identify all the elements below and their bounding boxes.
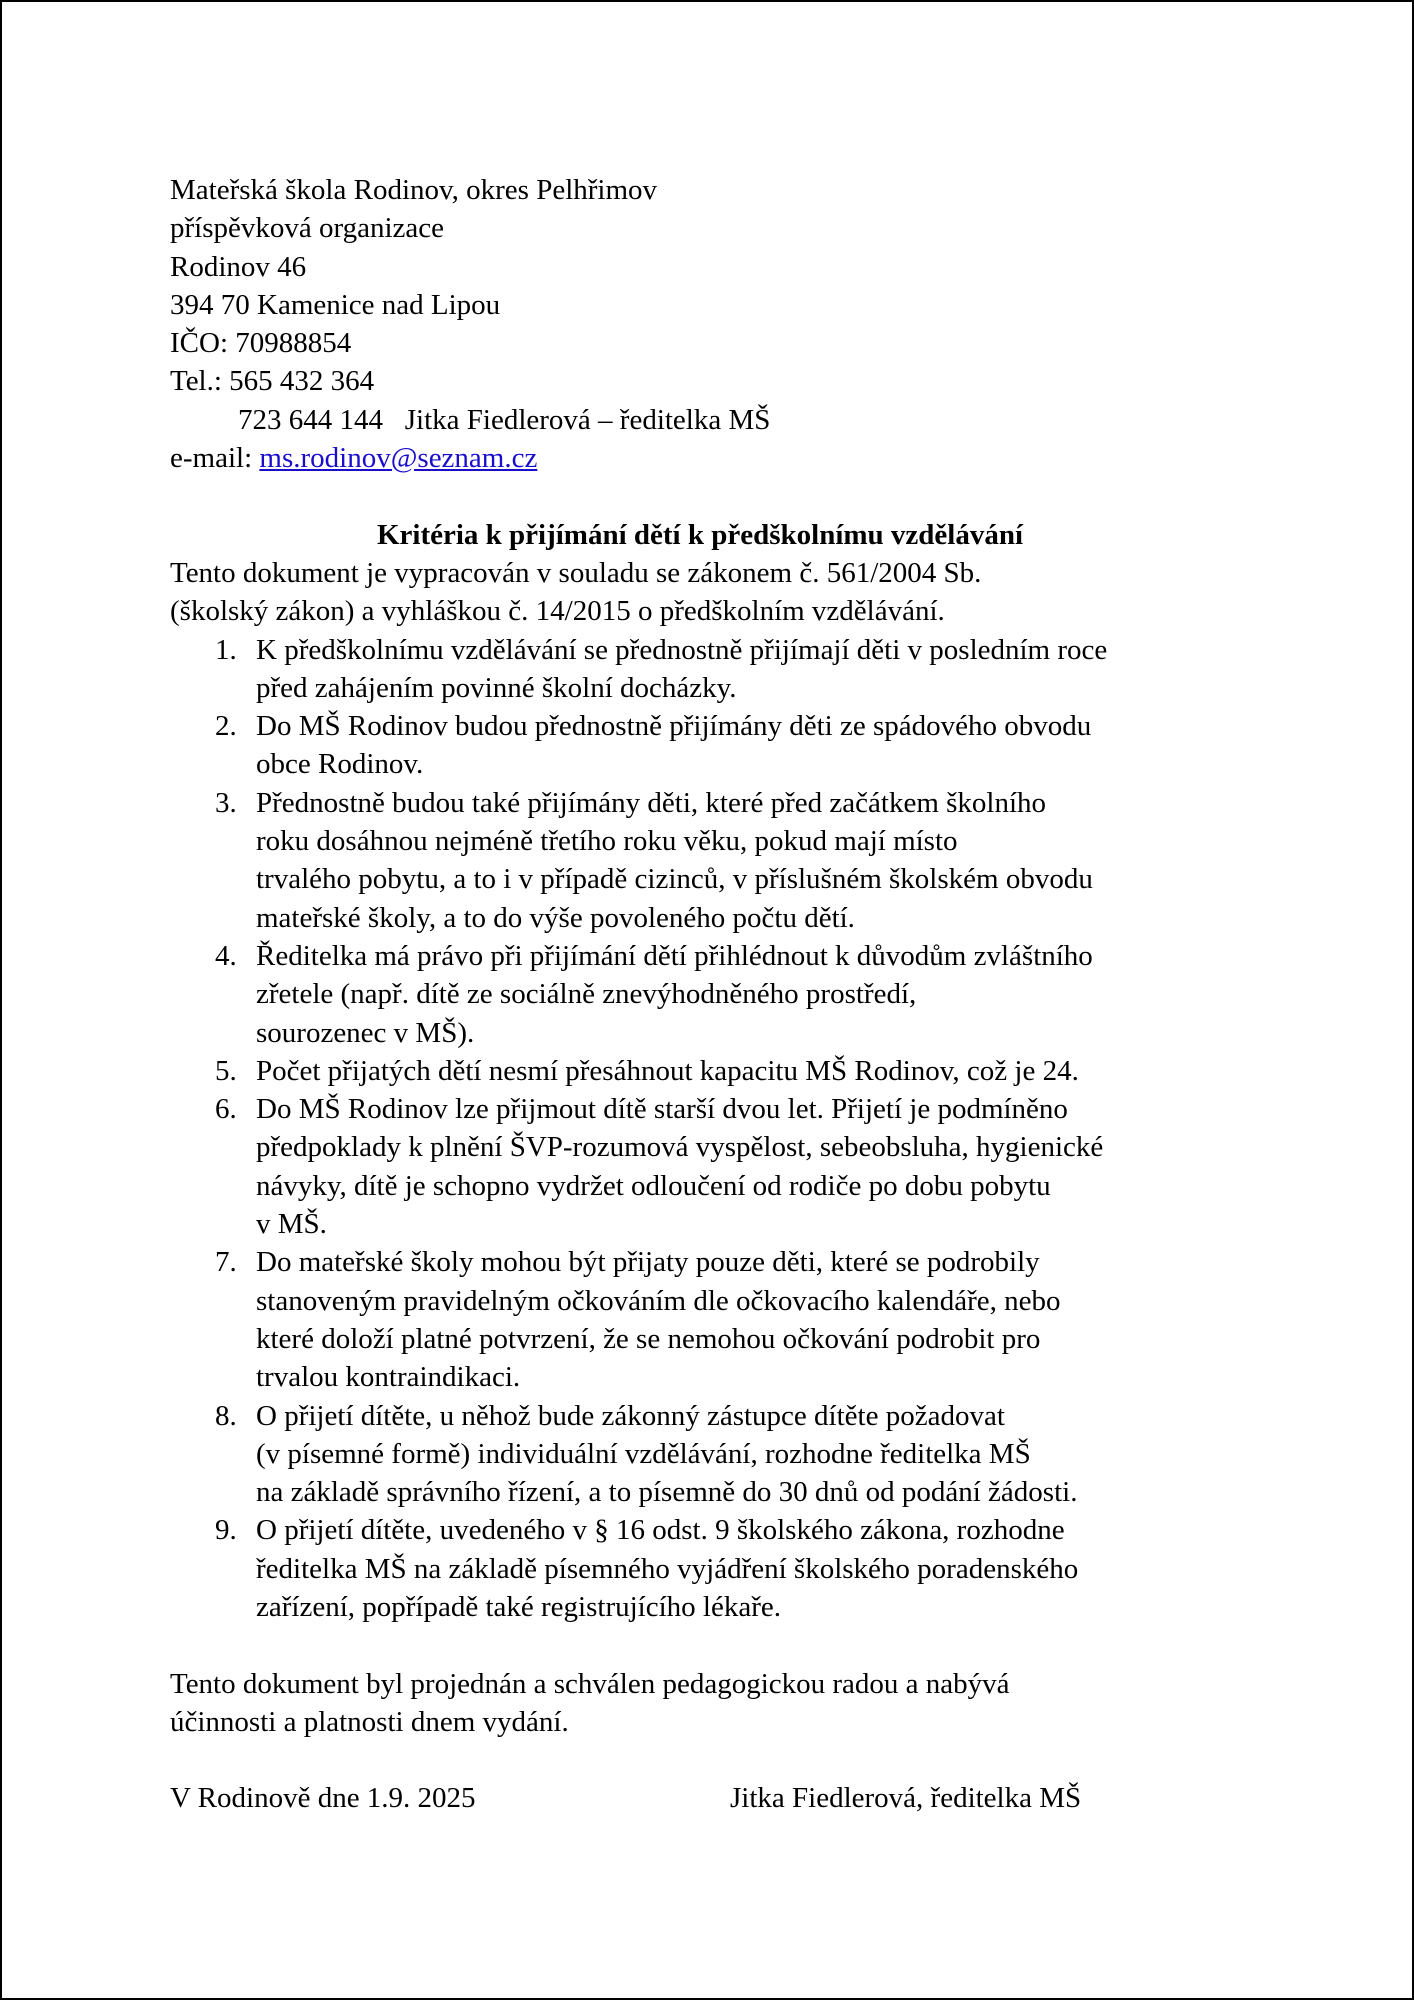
criteria-text-line: zřetele (např. dítě ze sociálně znevýhodněného prostředí, <box>256 978 917 1011</box>
intro-line: (školský zákon) a vyhláškou č. 14/2015 o předškolním vzdělávání. <box>170 595 945 628</box>
criteria-text-line: v MŠ. <box>256 1208 327 1241</box>
spacer <box>170 477 1310 515</box>
criteria-text-line: roku dosáhnou nejméně třetího roku věku, pokud mají místo <box>256 825 958 858</box>
criteria-text-line: Do MŠ Rodinov budou přednostně přijímány děti ze spádového obvodu <box>256 710 1092 743</box>
criteria-text-line: Ředitelka má právo při přijímání dětí přihlédnout k důvodům zvláštního <box>256 939 1093 972</box>
criteria-number: 4. <box>215 939 237 972</box>
criteria-text-line: stanoveným pravidelným očkováním dle očkovacího kalendáře, nebo <box>256 1284 1061 1317</box>
criteria-text-line: na základě správního řízení, a to písemně do 30 dnů od podání žádosti. <box>256 1476 1078 1509</box>
criteria-text-line: O přijetí dítěte, u něhož bude zákonný zástupce dítěte požadovat <box>256 1399 1005 1432</box>
criteria-text-line: Do mateřské školy mohou být přijaty pouze děti, které se podrobily <box>256 1246 1040 1279</box>
criteria-text-line: Do MŠ Rodinov lze přijmout dítě starší dvou let. Přijetí je podmíněno <box>256 1093 1068 1126</box>
criteria-number: 9. <box>215 1514 237 1547</box>
school-name: Mateřská škola Rodinov, okres Pelhřimov <box>170 174 658 206</box>
closing-line: Tento dokument byl projednán a schválen pedagogickou radou a nabývá <box>170 1667 1010 1700</box>
criteria-number: 5. <box>215 1054 237 1087</box>
criteria-text-line: trvalého pobytu, a to i v případě cizinců, v příslušném školském obvodu <box>256 863 1093 896</box>
email-line <box>170 439 1310 477</box>
criteria-text-line: trvalou kontraindikaci. <box>256 1361 521 1394</box>
criteria-text-line: Přednostně budou také přijímány děti, které před začátkem školního <box>256 786 1047 819</box>
criteria-item <box>170 1511 1310 1626</box>
signature-row <box>170 1779 1310 1817</box>
closing-line: účinnosti a platnosti dnem vydání. <box>170 1705 569 1738</box>
criteria-number: 1. <box>215 633 237 666</box>
intro-line: Tento dokument je vypracován v souladu se zákonem č. 561/2004 Sb. <box>170 556 982 589</box>
criteria-number: 2. <box>215 710 237 743</box>
criteria-number: 3. <box>215 786 237 819</box>
criteria-text-line: návyky, dítě je schopno vydržet odloučení od rodiče po dobu pobytu <box>256 1169 1051 1202</box>
criteria-text-line: O přijetí dítěte, uvedeného v § 16 odst. 9 školského zákona, rozhodne <box>256 1514 1065 1547</box>
criteria-number: 8. <box>215 1399 237 1432</box>
criteria-text-line: obce Rodinov. <box>256 748 424 781</box>
criteria-text-line: ředitelka MŠ na základě písemného vyjádření školského poradenského <box>256 1552 1079 1585</box>
criteria-item <box>170 707 1310 784</box>
criteria-number: 7. <box>215 1246 237 1279</box>
criteria-item <box>170 1090 1310 1243</box>
criteria-text-line: K předškolnímu vzdělávání se přednostně přijímají děti v posledním roce <box>256 633 1108 666</box>
criteria-text-line: Počet přijatých dětí nesmí přesáhnout kapacitu MŠ Rodinov, což je 24. <box>256 1054 1079 1087</box>
criteria-item <box>170 1052 1310 1090</box>
school-header <box>170 171 1310 477</box>
criteria-text-line: (v písemné formě) individuální vzdělávání, rozhodne ředitelka MŠ <box>256 1437 1031 1470</box>
criteria-text-line: zařízení, popřípadě také registrujícího lékaře. <box>256 1590 781 1623</box>
criteria-text-line: sourozenec v MŠ). <box>256 1016 475 1049</box>
criteria-text-line: které doloží platné potvrzení, že se nemohou očkování podrobit pro <box>256 1322 1041 1355</box>
company-id: IČO: 70988854 <box>170 327 352 360</box>
criteria-item <box>170 1397 1310 1512</box>
document-title: Kritéria k přijímání dětí k předškolnímu vzdělávání <box>376 518 1024 551</box>
organization-type: příspěvková organizace <box>170 212 445 245</box>
criteria-item <box>170 1243 1310 1396</box>
phone-director: 723 644 144 Jitka Fiedlerová – ředitelka MŠ <box>238 403 771 436</box>
phone-primary: Tel.: 565 432 364 <box>170 365 375 398</box>
criteria-number: 6. <box>215 1093 237 1126</box>
document-content <box>170 171 1310 1818</box>
criteria-item <box>170 631 1310 708</box>
address-street: Rodinov 46 <box>170 250 307 283</box>
spacer <box>170 1741 1310 1779</box>
intro-paragraph <box>170 554 1310 631</box>
criteria-list <box>170 631 1310 1627</box>
spacer <box>170 1626 1310 1664</box>
address-city: 394 70 Kamenice nad Lipou <box>170 288 501 321</box>
criteria-text-line: mateřské školy, a to do výše povoleného počtu dětí. <box>256 901 855 934</box>
email-link[interactable]: ms.rodinov@seznam.cz <box>259 442 538 475</box>
email-label: e-mail: <box>170 442 260 475</box>
closing-paragraph <box>170 1665 1310 1742</box>
criteria-text-line: před zahájením povinné školní docházky. <box>256 671 737 704</box>
criteria-text-line: předpoklady k plnění ŠVP-rozumová vyspělost, sebeobsluha, hygienické <box>256 1131 1104 1164</box>
criteria-item <box>170 784 1310 937</box>
criteria-item <box>170 937 1310 1052</box>
place-and-date: V Rodinově dne 1.9. 2025 <box>170 1782 476 1815</box>
signer-name: Jitka Fiedlerová, ředitelka MŠ <box>730 1782 1082 1815</box>
